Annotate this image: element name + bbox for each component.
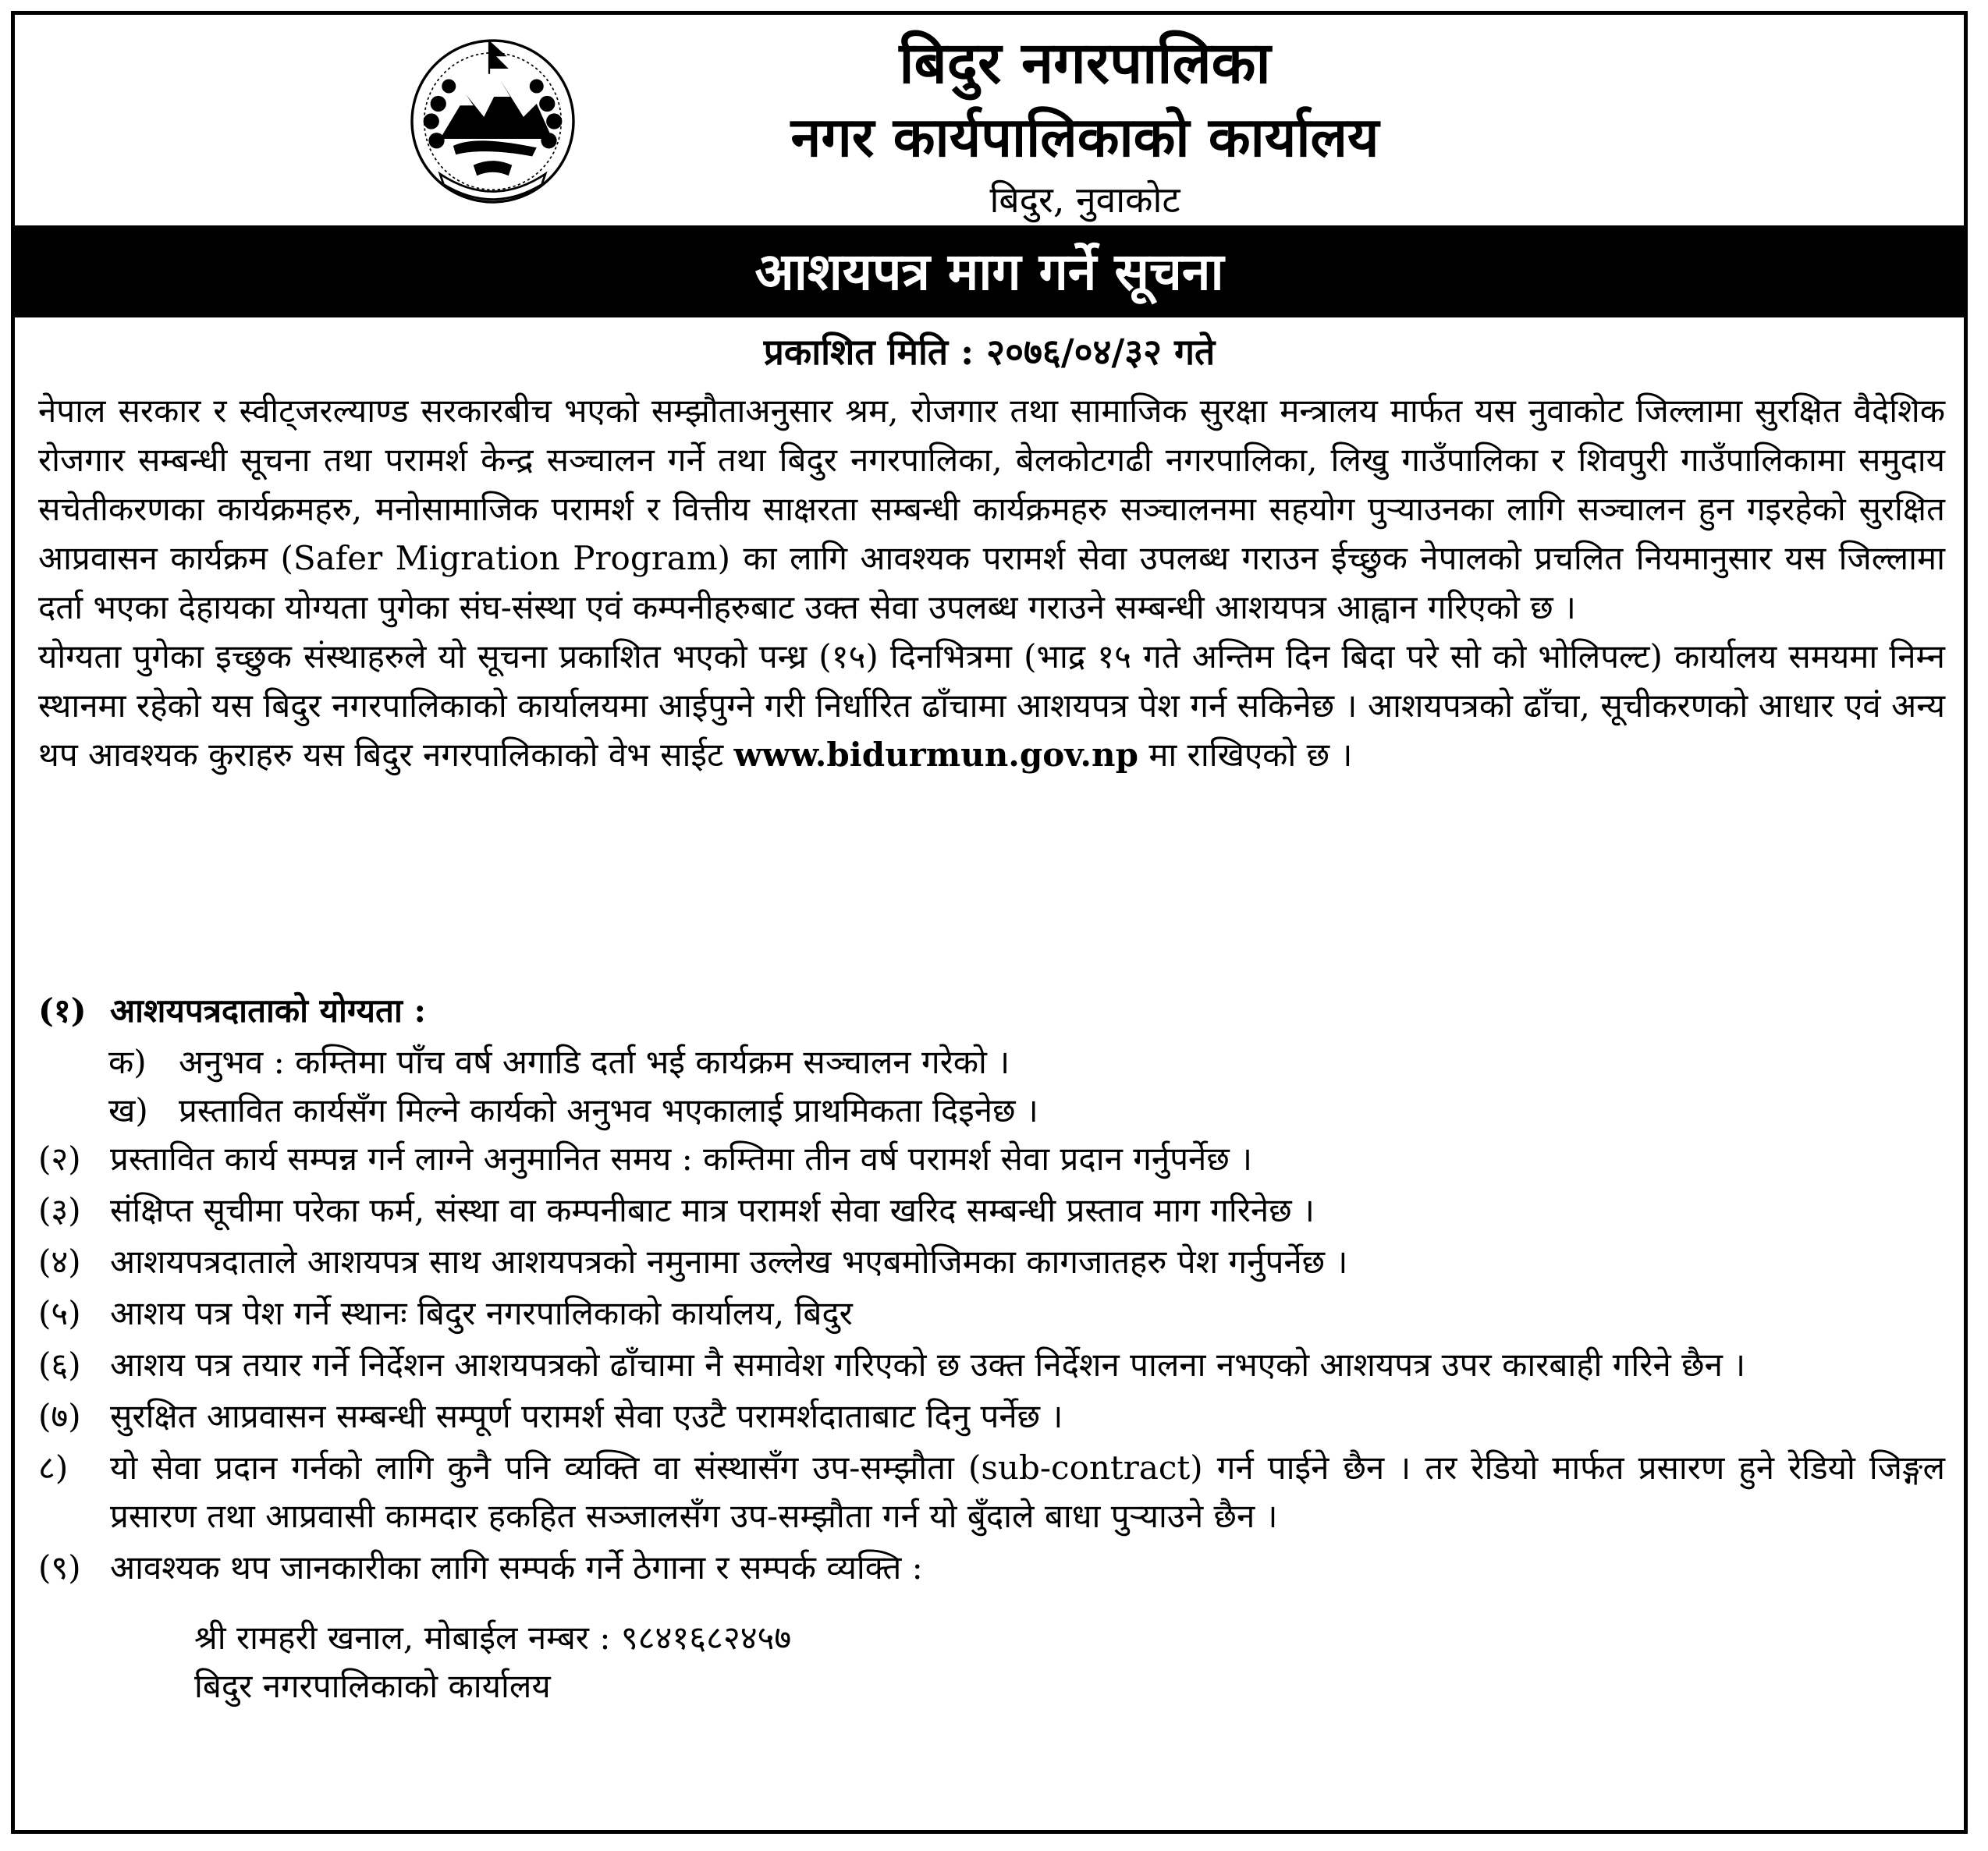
list-item-1 — [38, 987, 1945, 1035]
body-paragraph-2-end: मा राखिएको छ । — [1148, 736, 1353, 774]
list-item-8 — [38, 1444, 1945, 1541]
sub-item-a — [38, 1038, 1945, 1087]
item-number: (६) — [38, 1346, 81, 1384]
item-number: (७) — [38, 1397, 81, 1435]
org-name: बिदुर नगरपालिका — [899, 30, 1271, 97]
item-heading: आशयपत्रदाताको योग्यता : — [110, 991, 426, 1030]
notice-title: आशयपत्र माग गर्ने सूचना — [15, 225, 1964, 317]
item-text: आशयपत्रदाताले आशयपत्र साथ आशयपत्रको नमुनामा उल्लेख भएबमोजिमका कागजातहरु पेश गर्नुपर्नेछ । — [110, 1243, 1348, 1281]
address: बिदुर, नुवाकोट — [989, 179, 1180, 221]
sub-item-number: क) — [108, 1043, 147, 1081]
item-number: (१) — [38, 991, 87, 1030]
office-name: नगर कार्यपालिकाको कार्यालय — [790, 105, 1379, 169]
item-number: ८) — [38, 1449, 69, 1487]
sub-item-b — [38, 1087, 1945, 1135]
body-paragraph-2-text: योग्यता पुगेका इच्छुक संस्थाहरुले यो सूचना प्रकाशित भएको पन्ध्र (१५) दिनभित्रमा (भाद्र १५ गते अन्तिम दिन बिदा परे सो को भोलिपल्ट) कार्यालय समयमा निम्न स्थानमा रहेको यस बिदुर नगरपालिकाको कार्यालयमा आईपुग्ने गरी निर्धारित ढाँचामा आशयपत्र पेश गर्न सकिनेछ । आशयपत्रको ढाँचा, सूचीकरणको आधार एवं अन्य थप आवश्यक कुराहरु यस बिदुर नगरपालिकाको वेभ साईट — [38, 637, 1945, 774]
item-number: (९) — [38, 1548, 81, 1587]
contact-office: बिदुर नगरपालिकाको कार्यालय — [194, 1667, 551, 1705]
item-text: आशय पत्र तयार गर्ने निर्देशन आशयपत्रको ढाँचामा नै समावेश गरिएको छ उक्त निर्देशन पालना नभएको आशयपत्र उपर कारबाही गरिने छैन । — [110, 1346, 1746, 1384]
list-item-5 — [38, 1289, 1945, 1338]
item-text: आशय पत्र पेश गर्ने स्थानः बिदुर नगरपालिकाको कार्यालय, बिदुर — [110, 1294, 853, 1332]
item-number: (४) — [38, 1243, 81, 1281]
item-number: (२) — [38, 1140, 81, 1178]
sub-item-text: प्रस्तावित कार्यसँग मिल्ने कार्यको अनुभव भएकालाई प्राथमिकता दिइनेछ । — [179, 1091, 1038, 1129]
list-item-4 — [38, 1238, 1945, 1286]
list-item-3 — [38, 1186, 1945, 1235]
notice-header — [15, 15, 1964, 225]
item-text: प्रस्तावित कार्य सम्पन्न गर्न लाग्ने अनुमानित समय : कम्तिमा तीन वर्ष परामर्श सेवा प्रदान गर्नुपर्नेछ । — [110, 1140, 1253, 1178]
publish-date: प्रकाशित मिति : २०७६/०४/३२ गते — [763, 331, 1216, 373]
notice-body — [38, 386, 1945, 779]
item-number: (३) — [38, 1191, 81, 1229]
item-text: संक्षिप्त सूचीमा परेका फर्म, संस्था वा कम्पनीबाट मात्र परामर्श सेवा खरिद सम्बन्धी प्रस्ताव माग गरिनेछ । — [110, 1191, 1315, 1229]
sub-item-number: ख) — [108, 1091, 148, 1129]
website-link[interactable]: www.bidurmun.gov.np — [733, 736, 1138, 774]
body-paragraph-1: नेपाल सरकार र स्वीट्जरल्याण्ड सरकारबीच भएको सम्झौताअनुसार श्रम, रोजगार तथा सामाजिक सुरक्षा मन्त्रालय मार्फत यस नुवाकोट जिल्लामा सुरक्षित वैदेशिक रोजगार सम्बन्धी सूचना तथा परामर्श केन्द्र सञ्चालन गर्ने तथा बिदुर नगरपालिका, बेलकोटगढी नगरपालिका, लिखु गाउँपालिका र शिवपुरी गाउँपालिकामा समुदाय सचेतीकरणका कार्यक्रमहरु, मनोसामाजिक परामर्श र वित्तीय साक्षरता सम्बन्धी कार्यक्रमहरु सञ्चालनमा सहयोग पुऱ्याउनका लागि सञ्चालन हुन गइरहेको सुरक्षित आप्रवासन कार्यक्रम (Safer Migration Program) का लागि आवश्यक परामर्श सेवा उपलब्ध गराउन ईच्छुक नेपालको प्रचलित नियमानुसार यस जिल्लामा दर्ता भएका देहायका योग्यता पुगेका संघ-संस्था एवं कम्पनीहरुबाट उक्त सेवा उपलब्ध गराउने सम्बन्धी आशयपत्र आह्वान गरिएको छ । — [38, 392, 1945, 626]
list-item-9 — [38, 1544, 1945, 1592]
item-text: आवश्यक थप जानकारीका लागि सम्पर्क गर्ने ठेगाना र सम्पर्क व्यक्ति : — [110, 1548, 923, 1587]
item-text: यो सेवा प्रदान गर्नको लागि कुनै पनि व्यक्ति वा संस्थासँग उप-सम्झौता (sub-contract) गर्न पाईने छैन । तर रेडियो मार्फत प्रसारण हुने रेडियो जिङ्गल प्रसारण तथा आप्रवासी कामदार हकहित सञ्जालसँग उप-सम्झौता गर्न यो बुँदाले बाधा पुऱ्याउने छैन । — [110, 1449, 1945, 1535]
body-paragraph-2 — [38, 632, 1945, 779]
notice-page — [11, 11, 1968, 1834]
item-text: सुरक्षित आप्रवासन सम्बन्धी सम्पूर्ण परामर्श सेवा एउटै परामर्शदाताबाट दिनु पर्नेछ । — [110, 1397, 1063, 1435]
list-item-2 — [38, 1135, 1945, 1183]
sub-item-text: अनुभव : कम्तिमा पाँच वर्ष अगाडि दर्ता भई कार्यक्रम सञ्चालन गरेको । — [179, 1043, 1010, 1081]
contact-person: श्री रामहरी खनाल, मोबाईल नम्बर : ९८४१६८२४५७ — [194, 1619, 792, 1657]
list-item-6 — [38, 1341, 1945, 1389]
list-item-7 — [38, 1392, 1945, 1441]
requirements-list — [38, 987, 1945, 1711]
item-number: (५) — [38, 1294, 81, 1332]
